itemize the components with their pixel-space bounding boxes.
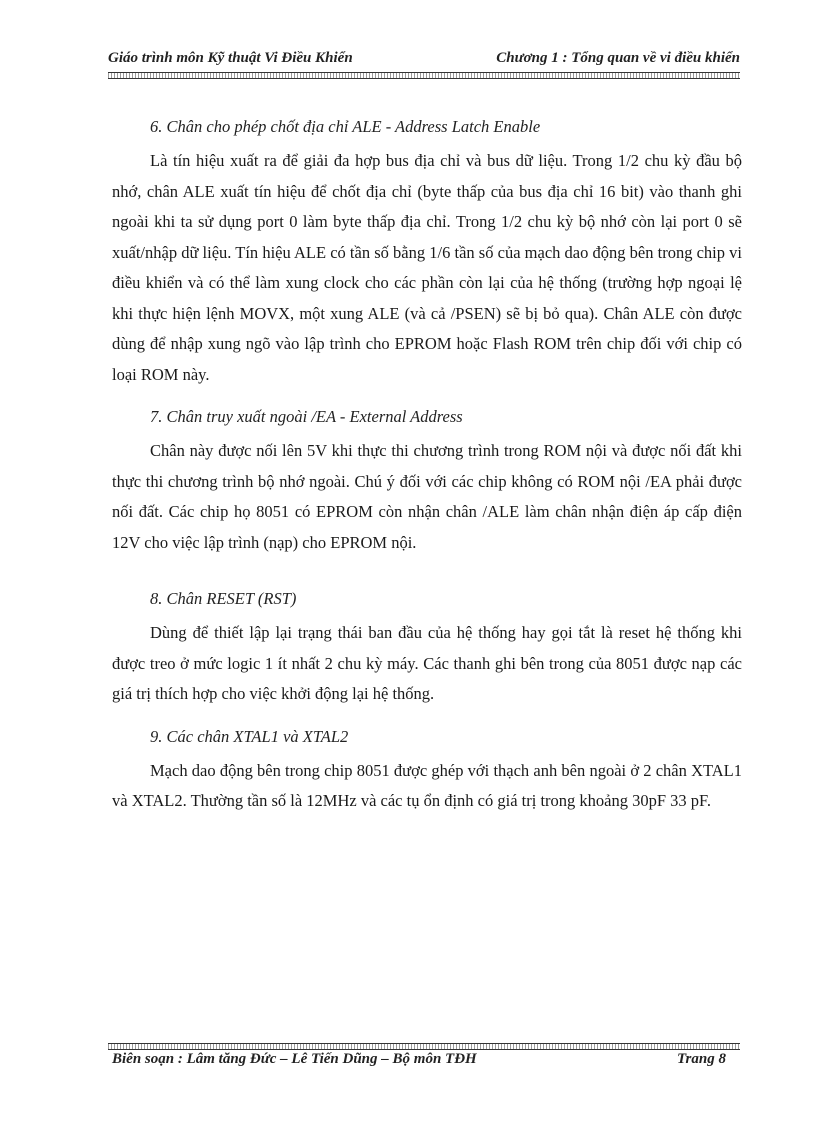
- page-content: [112, 112, 742, 817]
- section-reset: [112, 584, 742, 710]
- section-heading: 7. Chân truy xuất ngoài /EA - External Address: [150, 407, 463, 426]
- section-paragraph: Mạch dao động bên trong chip 8051 được ghép với thạch anh bên ngoài ở 2 chân XTAL1 và XTAL2. Thường tần số là 12MHz và các tụ ổn định có giá trị trong khoảng 30pF 33 pF.: [112, 760, 742, 810]
- section-ale: [112, 112, 742, 390]
- page-footer: [112, 1051, 726, 1068]
- section-xtal: [112, 722, 742, 817]
- section-ea: [112, 402, 742, 558]
- section-heading: 9. Các chân XTAL1 và XTAL2: [150, 726, 349, 746]
- section-paragraph: Là tín hiệu xuất ra để giải đa hợp bus địa chỉ và bus dữ liệu. Trong 1/2 chu kỳ đầu bộ nhớ, chân ALE xuất tín hiệu để chốt địa chỉ (byte thấp của bus địa chỉ 16 bit) vào thanh ghi ngoài khi ta sử dụng port 0 làm byte thấp địa chỉ. Trong 1/2 chu kỳ bộ nhớ còn lại port 0 sẽ xuất/nhập dữ liệu. Tín hiệu ALE có tần số bằng 1/6 tần số của mạch dao động bên trong chip vi điều khiển và có thể làm xung clock cho các phần còn lại của hệ thống (trường hợp ngoại lệ khi thực hiện lệnh MOVX, một xung ALE (và cả /PSEN) sẽ bị bỏ qua). Chân ALE còn được dùng để nhập xung ngõ vào lập trình cho EPROM hoặc Flash ROM trên chip đối với chip có loại ROM này.: [112, 151, 742, 384]
- section-paragraph: Dùng để thiết lập lại trạng thái ban đầu của hệ thống hay gọi tắt là reset hệ thống khi được treo ở mức logic 1 ít nhất 2 chu kỳ máy. Các thanh ghi bên trong của 8051 được nạp các giá trị thích hợp cho việc khởi động lại hệ thống.: [112, 623, 742, 703]
- section-heading: 8. Chân RESET (RST): [150, 589, 297, 608]
- section-paragraph: Chân này được nối lên 5V khi thực thi chương trình trong ROM nội và được nối đất khi thực thi chương trình bộ nhớ ngoài. Chú ý đối với các chip không có ROM nội /EA phải được nối đất. Các chip họ 8051 có EPROM còn nhận chân /ALE làm chân nhận điện áp cấp điện 12V cho việc lập trình (nạp) cho EPROM nội.: [112, 441, 742, 552]
- footer-divider: [108, 1043, 740, 1050]
- page-header: [108, 50, 740, 67]
- header-course-title: Giáo trình môn Kỹ thuật Vi Điều Khiển: [108, 50, 353, 66]
- header-chapter-title: Chương 1 : Tổng quan về vi điều khiển: [496, 50, 740, 66]
- page-number: Trang 8: [676, 1051, 726, 1067]
- footer-authors: Biên soạn : Lâm tăng Đức – Lê Tiến Dũng – Bộ môn TĐH: [112, 1051, 477, 1067]
- header-divider: [108, 72, 740, 79]
- section-heading: 6. Chân cho phép chốt địa chỉ ALE - Address Latch Enable: [150, 117, 541, 136]
